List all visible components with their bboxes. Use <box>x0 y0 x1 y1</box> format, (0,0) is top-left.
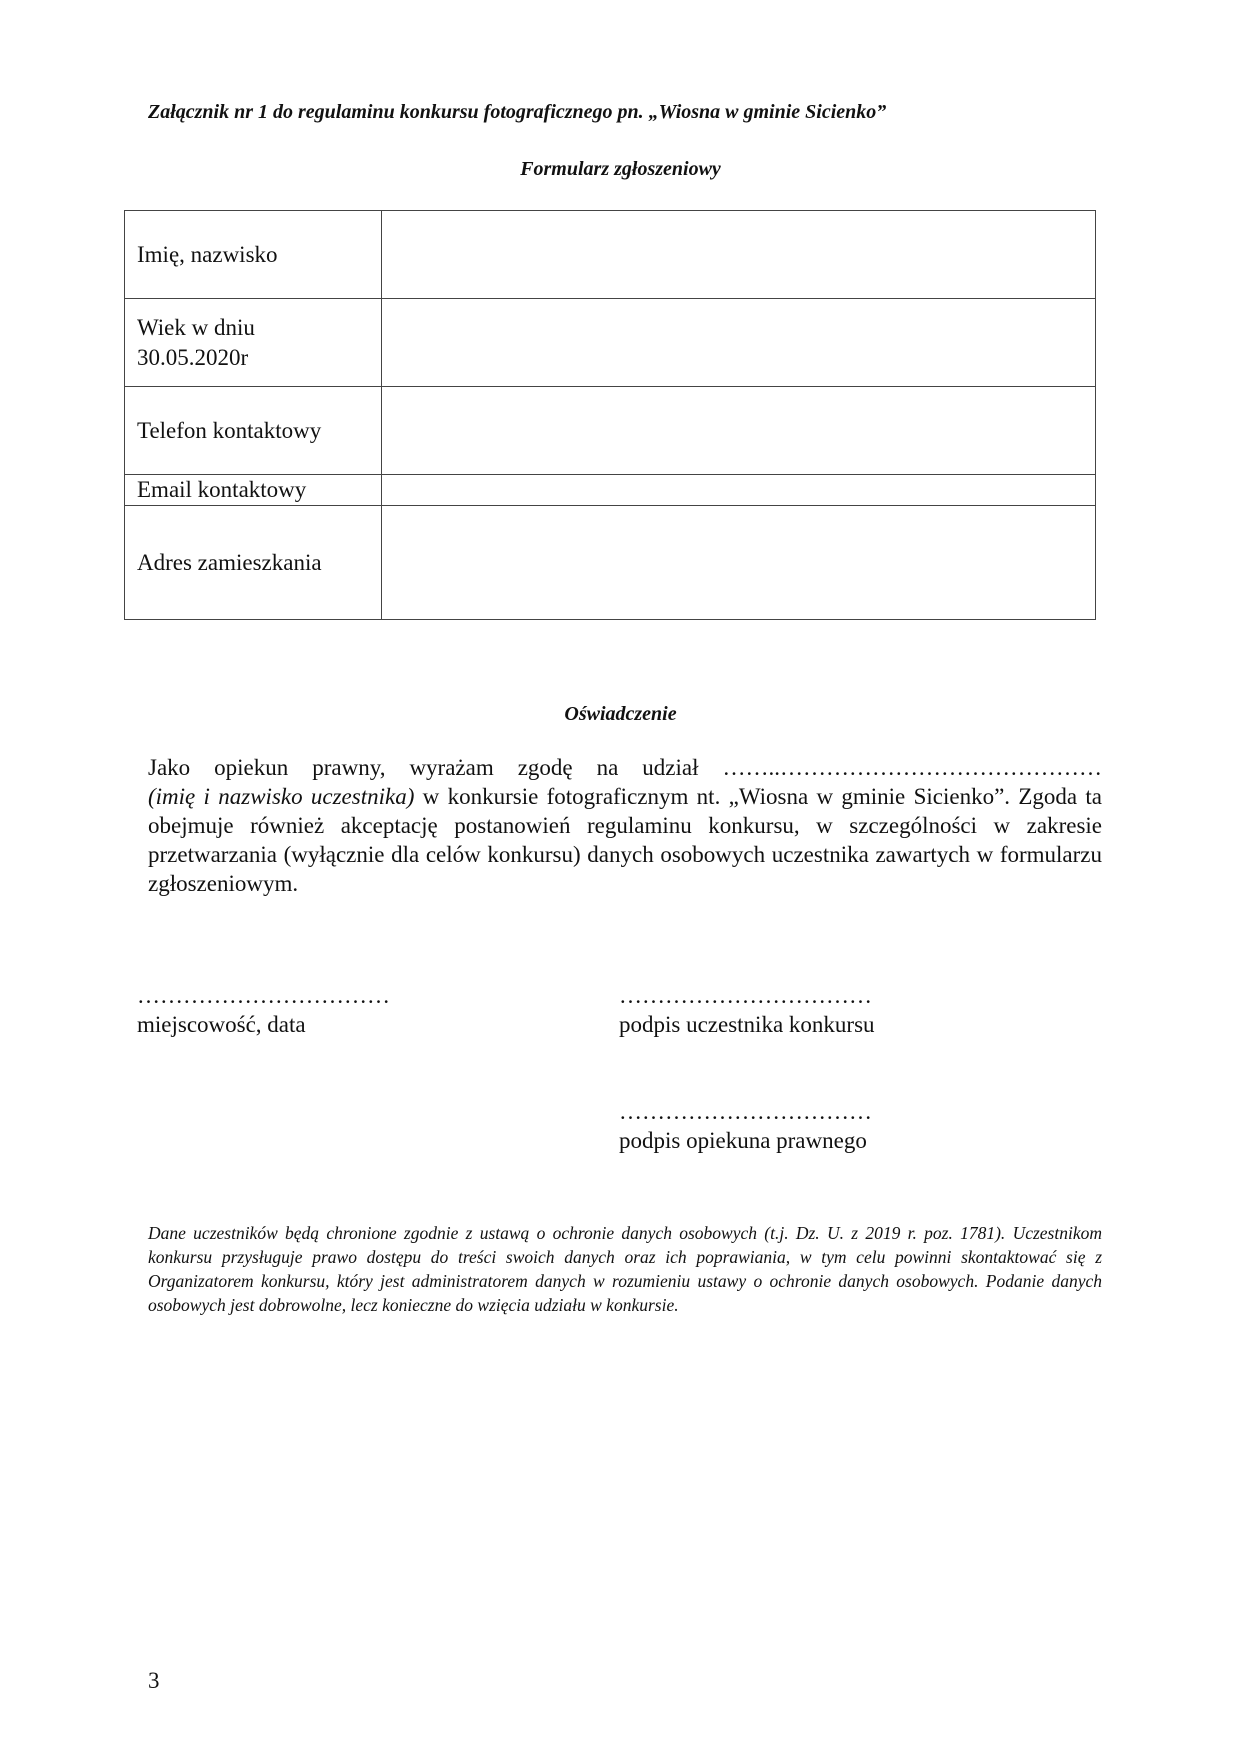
statement-text <box>148 753 1102 898</box>
form-value-name[interactable] <box>382 211 1096 299</box>
form-value-phone[interactable] <box>382 387 1096 475</box>
form-title: Formularz zgłoszeniowy <box>520 158 721 180</box>
participant-signature-dots: …………………………… <box>619 983 872 1008</box>
form-value-address[interactable] <box>382 506 1096 620</box>
place-date-signature <box>137 981 390 1039</box>
registration-form-table <box>124 210 1096 620</box>
form-row-age <box>125 299 1096 387</box>
form-label-address: Adres zamieszkania <box>125 506 382 620</box>
form-label-age <box>125 299 382 387</box>
statement-participant-hint: (imię i nazwisko uczestnika) <box>148 784 415 809</box>
place-date-label: miejscowość, data <box>137 1012 306 1037</box>
attachment-title: Załącznik nr 1 do regulaminu konkursu fotograficznego pn. „Wiosna w gminie Sicienko” <box>148 101 887 123</box>
participant-signature-label: podpis uczestnika konkursu <box>619 1012 875 1037</box>
place-date-dots: …………………………… <box>137 983 390 1008</box>
form-label-email: Email kontaktowy <box>125 475 382 506</box>
form-label-name: Imię, nazwisko <box>125 211 382 299</box>
guardian-signature <box>619 1097 872 1155</box>
data-protection-notice: Dane uczestników będą chronione zgodnie z ustawą o ochronie danych osobowych (t.j. Dz. U. z 2019 r. poz. 1781). Uczestnikom konkursu przysługuje prawo dostępu do treści swoich danych oraz ich poprawiania, w tym celu powinni skontaktować się z Organizatorem konkursu, który jest administratorem danych w rozumieniu ustawy o ochronie danych osobowych. Podanie danych osobowych jest dobrowolne, lecz konieczne do wzięcia udziału w konkursie. <box>148 1223 1102 1315</box>
statement-first-line: Jako opiekun prawny, wyrażam zgodę na udział ……..…………………………………… <box>148 755 1102 780</box>
form-row-name <box>125 211 1096 299</box>
form-value-age[interactable] <box>382 299 1096 387</box>
guardian-signature-dots: …………………………… <box>619 1099 872 1124</box>
statement-consent-text: w konkursie fotograficznym nt. „Wiosna w gminie Sicienko”. Zgoda ta obejmuje również akceptację postanowień regulaminu konkursu, w szczególności w zakresie przetwarzania (wyłącznie dla celów konkursu) danych osobowych uczestnika zawartych w formularzu zgłoszeniowym. <box>148 784 1102 896</box>
form-row-email <box>125 475 1096 506</box>
form-label-age-line2: 30.05.2020r <box>137 344 249 370</box>
participant-signature <box>619 981 875 1039</box>
form-row-address <box>125 506 1096 620</box>
page-number: 3 <box>148 1668 160 1693</box>
form-label-age-line1: Wiek w dniu <box>137 314 255 340</box>
statement-body <box>148 782 1102 898</box>
form-label-phone: Telefon kontaktowy <box>125 387 382 475</box>
statement-title: Oświadczenie <box>564 703 677 725</box>
guardian-signature-label: podpis opiekuna prawnego <box>619 1128 867 1153</box>
form-value-email[interactable] <box>382 475 1096 506</box>
form-row-phone <box>125 387 1096 475</box>
